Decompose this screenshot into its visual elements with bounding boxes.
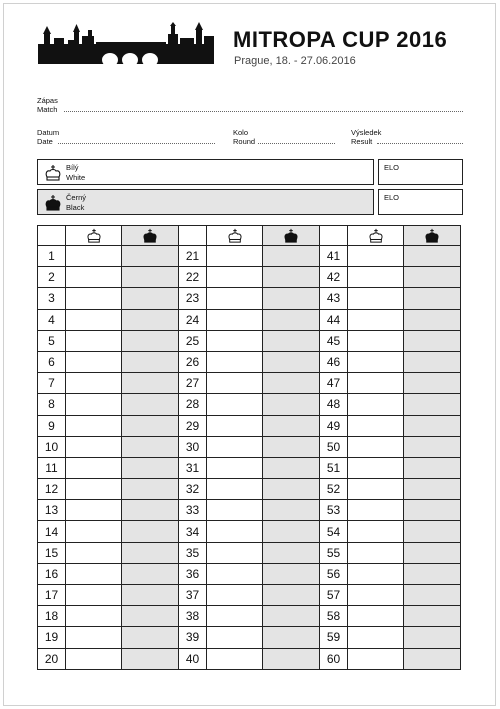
black-move-cell[interactable] [404,479,461,500]
white-king-icon [348,226,404,246]
black-move-cell[interactable] [404,500,461,521]
table-row [38,563,461,584]
date-label-en: Date [37,137,53,146]
page-title: MITROPA CUP 2016 [233,27,448,52]
black-move-cell[interactable] [122,288,179,309]
white-move-cell[interactable] [348,288,404,309]
black-move-cell[interactable] [263,542,320,563]
white-move-cell[interactable] [207,479,263,500]
table-row [38,500,461,521]
move-number: 44 [320,309,348,330]
move-number: 37 [179,585,207,606]
move-number: 7 [38,373,66,394]
white-move-cell[interactable] [348,500,404,521]
move-number: 24 [179,309,207,330]
black-king-icon [122,226,179,246]
move-number: 41 [320,246,348,267]
move-number: 18 [38,606,66,627]
white-move-cell[interactable] [207,373,263,394]
white-move-cell[interactable] [348,309,404,330]
black-move-cell[interactable] [122,246,179,267]
move-number: 15 [38,542,66,563]
black-move-cell[interactable] [404,521,461,542]
white-move-cell[interactable] [207,521,263,542]
move-number: 52 [320,479,348,500]
white-move-cell[interactable] [66,627,122,648]
black-move-cell[interactable] [263,436,320,457]
white-move-cell[interactable] [66,479,122,500]
white-move-cell[interactable] [348,330,404,351]
black-move-cell[interactable] [404,606,461,627]
black-king-icon [44,194,62,211]
table-row [38,351,461,372]
table-row [38,267,461,288]
white-move-cell[interactable] [66,563,122,584]
white-move-cell[interactable] [348,563,404,584]
white-move-cell[interactable] [207,415,263,436]
white-move-cell[interactable] [348,479,404,500]
black-move-cell[interactable] [404,267,461,288]
white-move-cell[interactable] [348,373,404,394]
table-row [38,627,461,648]
white-move-cell[interactable] [207,585,263,606]
white-king-icon [207,226,263,246]
move-number: 40 [179,648,207,669]
black-king-icon [404,226,461,246]
white-move-cell[interactable] [207,563,263,584]
white-move-cell[interactable] [66,585,122,606]
move-number: 46 [320,351,348,372]
white-move-cell[interactable] [348,351,404,372]
move-number: 10 [38,436,66,457]
table-row [38,309,461,330]
black-move-cell[interactable] [263,373,320,394]
move-number: 58 [320,606,348,627]
white-move-cell[interactable] [207,309,263,330]
white-move-cell[interactable] [348,394,404,415]
match-field[interactable] [64,111,463,112]
black-move-cell[interactable] [263,606,320,627]
move-number-header [179,226,207,246]
move-number: 4 [38,309,66,330]
move-number: 23 [179,288,207,309]
black-move-cell[interactable] [404,457,461,478]
black-elo-field[interactable] [378,189,463,215]
white-move-cell[interactable] [66,415,122,436]
black-label-en: Black [66,203,85,212]
black-move-cell[interactable] [404,394,461,415]
white-move-cell[interactable] [207,330,263,351]
move-number: 22 [179,267,207,288]
black-move-cell[interactable] [263,394,320,415]
white-king-icon [44,164,62,181]
black-move-cell[interactable] [404,373,461,394]
table-row [38,542,461,563]
white-move-cell[interactable] [66,457,122,478]
move-number: 48 [320,394,348,415]
moves-table [37,225,461,670]
move-number: 28 [179,394,207,415]
white-move-cell[interactable] [348,415,404,436]
move-number: 50 [320,436,348,457]
move-number: 42 [320,267,348,288]
black-move-cell[interactable] [122,373,179,394]
white-move-cell[interactable] [348,585,404,606]
event-subtitle: Prague, 18. - 27.06.2016 [234,55,356,67]
white-move-cell[interactable] [207,267,263,288]
white-move-cell[interactable] [207,351,263,372]
move-number: 38 [179,606,207,627]
white-move-cell[interactable] [207,394,263,415]
black-move-cell[interactable] [404,246,461,267]
move-number: 43 [320,288,348,309]
black-move-cell[interactable] [404,330,461,351]
black-move-cell[interactable] [122,267,179,288]
black-move-cell[interactable] [263,521,320,542]
black-move-cell[interactable] [263,309,320,330]
table-row [38,288,461,309]
move-number: 16 [38,563,66,584]
white-move-cell[interactable] [207,436,263,457]
white-move-cell[interactable] [66,500,122,521]
white-player-field[interactable] [37,159,374,185]
move-number: 57 [320,585,348,606]
move-number: 21 [179,246,207,267]
black-move-cell[interactable] [263,479,320,500]
white-move-cell[interactable] [348,267,404,288]
move-number: 17 [38,585,66,606]
white-move-cell[interactable] [207,606,263,627]
black-move-cell[interactable] [263,415,320,436]
black-move-cell[interactable] [404,288,461,309]
white-move-cell[interactable] [207,457,263,478]
move-number: 8 [38,394,66,415]
black-move-cell[interactable] [404,309,461,330]
white-move-cell[interactable] [66,606,122,627]
black-move-cell[interactable] [122,606,179,627]
black-move-cell[interactable] [404,415,461,436]
white-king-icon [66,226,122,246]
table-row [38,479,461,500]
black-move-cell[interactable] [122,415,179,436]
move-number: 32 [179,479,207,500]
black-move-cell[interactable] [122,394,179,415]
white-move-cell[interactable] [348,627,404,648]
white-move-cell[interactable] [207,648,263,669]
black-move-cell[interactable] [404,627,461,648]
move-number-header [320,226,348,246]
move-number: 3 [38,288,66,309]
white-elo-field[interactable] [378,159,463,185]
black-move-cell[interactable] [263,627,320,648]
move-number: 47 [320,373,348,394]
table-row [38,585,461,606]
move-number: 33 [179,500,207,521]
move-number: 34 [179,521,207,542]
white-move-cell[interactable] [207,500,263,521]
black-move-cell[interactable] [122,627,179,648]
prague-skyline-icon [38,22,214,64]
move-number: 1 [38,246,66,267]
move-number-header [38,226,66,246]
black-move-cell[interactable] [263,563,320,584]
date-label-cz: Datum [37,128,60,137]
table-row [38,436,461,457]
black-move-cell[interactable] [122,330,179,351]
move-number: 39 [179,627,207,648]
black-move-cell[interactable] [122,500,179,521]
white-move-cell[interactable] [66,330,122,351]
white-move-cell[interactable] [207,627,263,648]
white-move-cell[interactable] [66,648,122,669]
black-move-cell[interactable] [263,500,320,521]
table-row [38,246,461,267]
move-number: 59 [320,627,348,648]
black-move-cell[interactable] [263,457,320,478]
white-move-cell[interactable] [66,394,122,415]
black-move-cell[interactable] [263,648,320,669]
black-move-cell[interactable] [263,330,320,351]
table-row [38,330,461,351]
white-label-cz: Bílý [66,163,79,172]
white-move-cell[interactable] [348,542,404,563]
move-number: 53 [320,500,348,521]
black-move-cell[interactable] [122,563,179,584]
black-move-cell[interactable] [122,351,179,372]
move-number: 56 [320,563,348,584]
black-move-cell[interactable] [122,309,179,330]
white-move-cell[interactable] [66,521,122,542]
black-move-cell[interactable] [404,585,461,606]
round-label-en: Round [233,137,256,146]
table-row [38,415,461,436]
move-number: 49 [320,415,348,436]
white-move-cell[interactable] [66,309,122,330]
black-elo-label: ELO [384,193,400,202]
black-move-cell[interactable] [122,457,179,478]
white-move-cell[interactable] [66,246,122,267]
round-field[interactable] [258,143,335,144]
move-number: 51 [320,457,348,478]
white-move-cell[interactable] [66,542,122,563]
moves-header-row [38,226,461,246]
round-label-cz: Kolo [233,128,249,137]
black-move-cell[interactable] [404,436,461,457]
white-move-cell[interactable] [348,457,404,478]
move-number: 55 [320,542,348,563]
white-move-cell[interactable] [348,606,404,627]
move-number: 26 [179,351,207,372]
white-label-en: White [66,173,86,182]
white-elo-label: ELO [384,163,400,172]
white-move-cell[interactable] [66,267,122,288]
black-move-cell[interactable] [263,267,320,288]
white-move-cell[interactable] [207,542,263,563]
move-number: 25 [179,330,207,351]
black-move-cell[interactable] [404,351,461,372]
black-move-cell[interactable] [122,542,179,563]
white-move-cell[interactable] [66,373,122,394]
table-row [38,648,461,669]
black-move-cell[interactable] [263,585,320,606]
white-move-cell[interactable] [66,351,122,372]
black-move-cell[interactable] [263,246,320,267]
match-label-en: Match [37,105,58,114]
move-number: 29 [179,415,207,436]
date-field[interactable] [58,143,215,144]
black-move-cell[interactable] [404,563,461,584]
black-move-cell[interactable] [122,521,179,542]
result-label-cz: Výsledek [351,128,382,137]
white-move-cell[interactable] [207,246,263,267]
white-move-cell[interactable] [348,521,404,542]
table-row [38,457,461,478]
move-number: 9 [38,415,66,436]
white-move-cell[interactable] [348,246,404,267]
match-label-cz: Zápas [37,96,58,105]
move-number: 30 [179,436,207,457]
move-number: 31 [179,457,207,478]
white-move-cell[interactable] [348,648,404,669]
white-move-cell[interactable] [348,436,404,457]
move-number: 20 [38,648,66,669]
move-number: 2 [38,267,66,288]
black-king-icon [263,226,320,246]
black-move-cell[interactable] [122,479,179,500]
move-number: 36 [179,563,207,584]
move-number: 35 [179,542,207,563]
move-number: 11 [38,457,66,478]
move-number: 60 [320,648,348,669]
white-move-cell[interactable] [66,436,122,457]
move-number: 14 [38,521,66,542]
move-number: 27 [179,373,207,394]
move-number: 12 [38,479,66,500]
black-move-cell[interactable] [263,288,320,309]
move-number: 54 [320,521,348,542]
move-number: 5 [38,330,66,351]
black-move-cell[interactable] [263,351,320,372]
result-label-en: Result [351,137,373,146]
table-row [38,394,461,415]
black-move-cell[interactable] [122,436,179,457]
move-number: 45 [320,330,348,351]
black-move-cell[interactable] [404,542,461,563]
move-number: 19 [38,627,66,648]
black-label-cz: Černý [66,193,87,202]
white-move-cell[interactable] [207,288,263,309]
black-move-cell[interactable] [122,585,179,606]
black-move-cell[interactable] [404,648,461,669]
table-row [38,373,461,394]
move-number: 6 [38,351,66,372]
move-number: 13 [38,500,66,521]
white-move-cell[interactable] [66,288,122,309]
table-row [38,521,461,542]
black-player-field[interactable] [37,189,374,215]
table-row [38,606,461,627]
black-move-cell[interactable] [122,648,179,669]
result-field[interactable] [377,143,463,144]
